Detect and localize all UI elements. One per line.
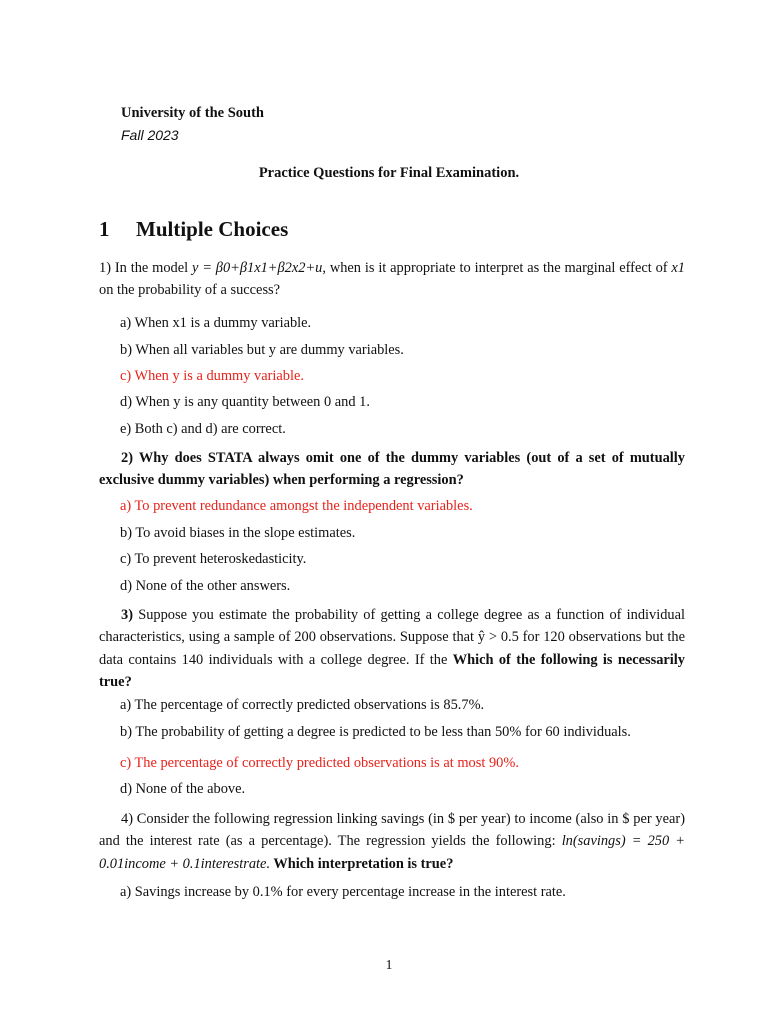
q3-number: 3)	[121, 607, 133, 623]
university-name: University of the South	[121, 105, 264, 121]
q2-option-a-answer: a) To prevent redundance amongst the independent variables.	[120, 498, 473, 514]
q4-option-a: a) Savings increase by 0.1% for every percentage increase in the interest rate.	[120, 884, 566, 900]
q2-option-c: c) To prevent heteroskedasticity.	[120, 551, 307, 567]
q1-variable: x1	[671, 260, 686, 276]
q1-text-part: 1) In the model	[99, 260, 192, 276]
q3-option-c-answer: c) The percentage of correctly predicted observations is at most 90%.	[120, 755, 519, 771]
question-3-stem	[99, 604, 685, 693]
q1-model-equation: y = β0+β1x1+β2x2+u	[191, 260, 323, 276]
q1-text-part: on the probability of a success?	[99, 282, 281, 299]
term-label: Fall 2023	[121, 127, 179, 143]
q1-option-b: b) When all variables but y are dummy variables.	[120, 342, 404, 358]
q2-option-d: d) None of the other answers.	[120, 578, 291, 594]
q1-option-c-answer: c) When y is a dummy variable.	[120, 368, 304, 384]
q3-text: Suppose you estimate the probability of getting a college degree as a function of individual characteristics, using a sample of 200 observations. Suppose that ŷ > 0.5 for 120 observations but the data contains 140 individuals with a college degree. If the	[99, 607, 685, 668]
q4-text: 4) Consider the following regression linking savings (in $ per year) to income (also in $ per year) and the interest rate (as a percentage). The regression yields the following:	[99, 811, 685, 850]
page-number: 1	[385, 958, 393, 973]
question-2-stem: 2) Why does STATA always omit one of the dummy variables (out of a set of mutually exclusive dummy variables) when performing a regression?	[99, 450, 685, 489]
section-number: 1	[99, 217, 110, 241]
q1-text-part: , when is it appropriate to interpret as the marginal effect of	[322, 260, 672, 276]
q3-option-b: b) The probability of getting a degree is predicted to be less than 50% for 60 individuals.	[120, 724, 631, 740]
question-4-stem	[99, 808, 685, 875]
section-heading	[99, 213, 288, 246]
q1-option-d: d) When y is any quantity between 0 and 1.	[120, 394, 370, 410]
q3-option-d: d) None of the above.	[120, 781, 246, 797]
q1-option-a: a) When x1 is a dummy variable.	[120, 315, 312, 331]
question-1-stem	[99, 257, 685, 302]
q1-option-e: e) Both c) and d) are correct.	[120, 421, 286, 437]
q3-option-a: a) The percentage of correctly predicted observations is 85.7%.	[120, 697, 485, 713]
q3-prompt: Which of the following is necessarily true?	[99, 651, 685, 690]
q4-equation: ln(savings) = 250 + 0.01income + 0.1interestrate.	[99, 833, 685, 872]
q4-prompt: Which interpretation is true?	[270, 855, 454, 872]
q2-option-b: b) To avoid biases in the slope estimates.	[120, 525, 356, 541]
page-title: Practice Questions for Final Examination.	[258, 165, 520, 181]
section-title: Multiple Choices	[136, 217, 289, 241]
